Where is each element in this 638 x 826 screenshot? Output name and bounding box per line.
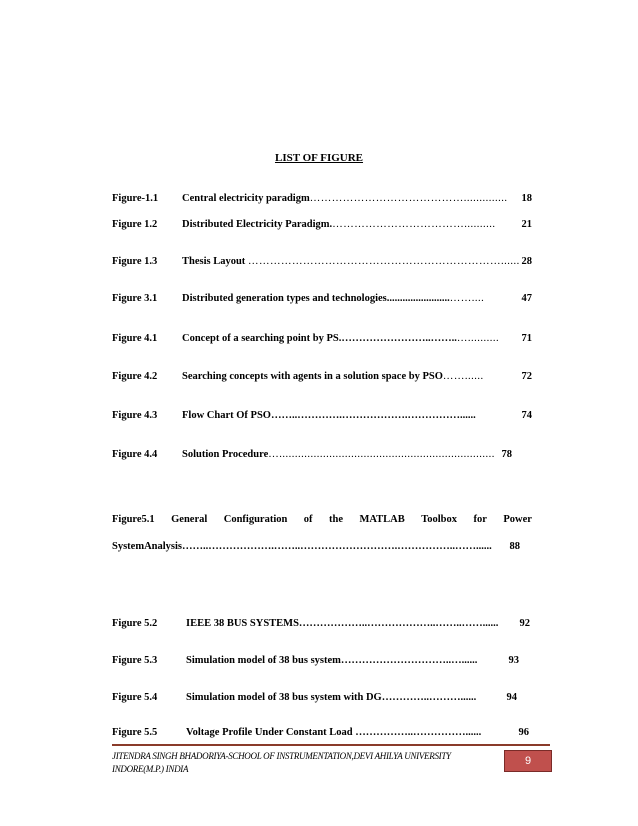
figure-entry [112,219,532,235]
caption-word: of [303,514,313,525]
page-ref: 21 [521,219,532,230]
page-ref: 71 [521,333,532,344]
footer-line-2: INDORE(M.P.) INDIA [112,764,189,774]
dot-leader: ……...... [442,371,484,382]
figure-caption: Voltage Profile Under Constant Load ……………..……………...... [186,727,482,738]
page-title: LIST OF FIGURE [274,152,364,164]
figure-caption: Solution Procedure…..................................................................... [182,449,495,460]
figure-caption-line1 [112,514,532,525]
footer-line-1: JITENDRA SINGH BHADORIYA-SCHOOL OF INSTRUMENTATION,DEVI AHILYA UNIVERSITY [112,751,451,761]
figure-caption: IEEE 38 BUS SYSTEMS………………..………………..……..……...... [186,618,499,629]
figure-entry [112,449,512,465]
footer-text [112,750,492,776]
figure-entry [112,371,532,387]
figure-entry [112,293,532,309]
figure-caption: Thesis Layout ……………………………………………………………...... [182,256,520,267]
caption-continuation: SystemAnalysis……..……………….……..……………………….……………..……...... [112,541,492,552]
figure-caption: Distributed generation types and technologies........................…….... [182,293,485,304]
page-ref: 78 [501,449,512,460]
figure-number: Figure 4.4 [112,449,158,460]
figure-caption: Searching concepts with agents in a solution space by PSO……...... [182,371,484,382]
figure-number: Figure 5.5 [112,727,158,738]
figure-entry [112,256,532,272]
figure-number: Figure 3.1 [112,293,158,304]
dot-leader: …………………………………….............. [309,193,508,204]
dot-leader: …….... [449,293,485,304]
figure-entry [112,655,519,671]
figure-caption: Flow Chart Of PSO……..………….……………….……………...... [182,410,476,421]
page-number-badge: 9 [504,750,552,772]
page-ref: 18 [521,193,532,204]
caption-word: Toolbox [421,514,458,525]
dot-leader: ……………………………………………………………...... [247,256,520,267]
caption-word: the [329,514,343,525]
caption-word: Power [503,514,532,525]
page-ref: 74 [521,410,532,421]
figure-entry [112,193,532,209]
figure-caption: Central electricity paradigm…………………………………….............. [182,193,508,204]
dot-leader: ……………………………….......... [332,219,496,230]
figure-entry [112,618,530,634]
caption-word: MATLAB [359,514,405,525]
figure-caption-line2 [112,541,520,552]
figure-caption: Simulation model of 38 bus system with DG…………..………...... [186,692,477,703]
dot-leader: ….......... [456,333,500,344]
figure-number: Figure 4.2 [112,371,158,382]
figure-caption: Distributed Electricity Paradigm.……………………………….......... [182,219,496,230]
figure-caption: Concept of a searching point by PS.……………………..……..….......... [182,333,500,344]
page-ref: 47 [521,293,532,304]
figure-number: Figure-1.1 [112,193,159,204]
figure-number: Figure 5.4 [112,692,158,703]
figure-number: Figure 1.3 [112,256,158,267]
figure-caption: Simulation model of 38 bus system…………………………..…...... [186,655,478,666]
figure-entry-5-1 [112,514,532,552]
page-ref: 28 [521,256,532,267]
figure-entry [112,727,529,743]
footer-divider [112,744,550,746]
page-ref: 72 [521,371,532,382]
figure-number: Figure 5.3 [112,655,158,666]
figure-entry [112,692,517,708]
page-ref: 92 [519,618,530,629]
page-ref: 88 [509,541,520,552]
caption-word: for [473,514,487,525]
page-ref: 93 [508,655,519,666]
figure-entry [112,410,532,426]
figure-entry [112,333,532,349]
page-ref: 96 [518,727,529,738]
page-ref: 94 [506,692,517,703]
figure-number: Figure 5.2 [112,618,158,629]
figure-number: Figure 4.1 [112,333,158,344]
figure-number: Figure 1.2 [112,219,158,230]
dot-leader: …..................................................................... [268,449,495,460]
caption-word: Configuration [223,514,288,525]
figure-number: Figure 4.3 [112,410,158,421]
caption-word: General [171,514,208,525]
figure-number: Figure5.1 [112,514,155,525]
